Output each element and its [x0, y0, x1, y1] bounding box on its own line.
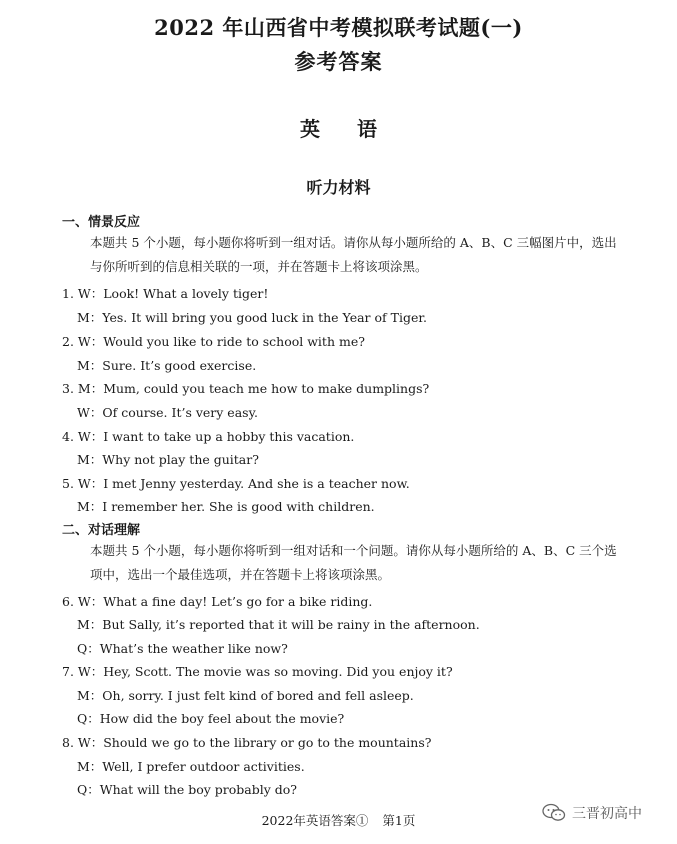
dialogue-line: Q：What’s the weather like now? [77, 641, 288, 656]
dialogue-line: 2. W：Would you like to ride to school with me? [62, 334, 365, 349]
wechat-icon [542, 803, 566, 823]
dialogue-line: 8. W：Should we go to the library or go to the mountains? [62, 735, 432, 750]
dialogue-line: M：I remember her. She is good with children. [77, 499, 375, 514]
dialogue-line: Q：How did the boy feel about the movie? [77, 711, 345, 726]
dialogue-line: 1. W：Look! What a lovely tiger! [62, 286, 269, 301]
dialogue-line: 3. M：Mum, could you teach me how to make dumplings? [62, 381, 430, 396]
dialogue-line: Q：What will the boy probably do? [77, 782, 297, 797]
dialogue-line: 6. W：What a fine day! Let’s go for a bike riding. [62, 594, 373, 609]
part1-instruction-text: 本题共 5 个小题，每小题你将听到一组对话。请你从每小题所给的 A、B、C 三幅图片中，选出与你所听到的信息相关联的一项，并在答题卡上将该项涂黑。 [90, 235, 617, 274]
dialogue-line: W：Of course. It’s very easy. [77, 405, 258, 420]
page-number: 第1页 [382, 813, 416, 828]
document-subtitle: 参考答案 [294, 49, 383, 74]
footer-label: 2022年英语答案① [261, 813, 369, 828]
part1-heading: 一、情景反应 [62, 215, 141, 230]
part2-heading: 二、对话理解 [62, 523, 141, 538]
dialogue-line: M：Sure. It’s good exercise. [77, 358, 257, 373]
section-heading: 听力材料 [306, 178, 371, 197]
part2-instruction-text: 本题共 5 个小题，每小题你将听到一组对话和一个问题。请你从每小题所给的 A、B、C 三个选项中，选出一个最佳选项，并在答题卡上将该项涂黑。 [90, 543, 617, 582]
dialogue-line: M：Oh, sorry. I just felt kind of bored and fell asleep. [77, 688, 414, 703]
dialogue-line: M：Why not play the guitar? [77, 452, 259, 467]
part1-instruction [62, 231, 622, 278]
dialogue-line: M：Well, I prefer outdoor activities. [77, 759, 305, 774]
dialogue-line: M：But Sally, it’s reported that it will be rainy in the afternoon. [77, 617, 480, 632]
subject-title: 英 语 [300, 117, 377, 141]
watermark [542, 803, 642, 823]
dialogue-line: 4. W：I want to take up a hobby this vacation. [62, 429, 355, 444]
document-title: 2022 年山西省中考模拟联考试题(一) [154, 15, 523, 40]
dialogue-line: 5. W：I met Jenny yesterday. And she is a teacher now. [62, 476, 410, 491]
watermark-text: 三晋初高中 [572, 806, 642, 822]
part2-instruction [62, 539, 622, 586]
dialogue-line: M：Yes. It will bring you good luck in the Year of Tiger. [77, 310, 427, 325]
dialogue-line: 7. W：Hey, Scott. The movie was so moving. Did you enjoy it? [62, 664, 453, 679]
